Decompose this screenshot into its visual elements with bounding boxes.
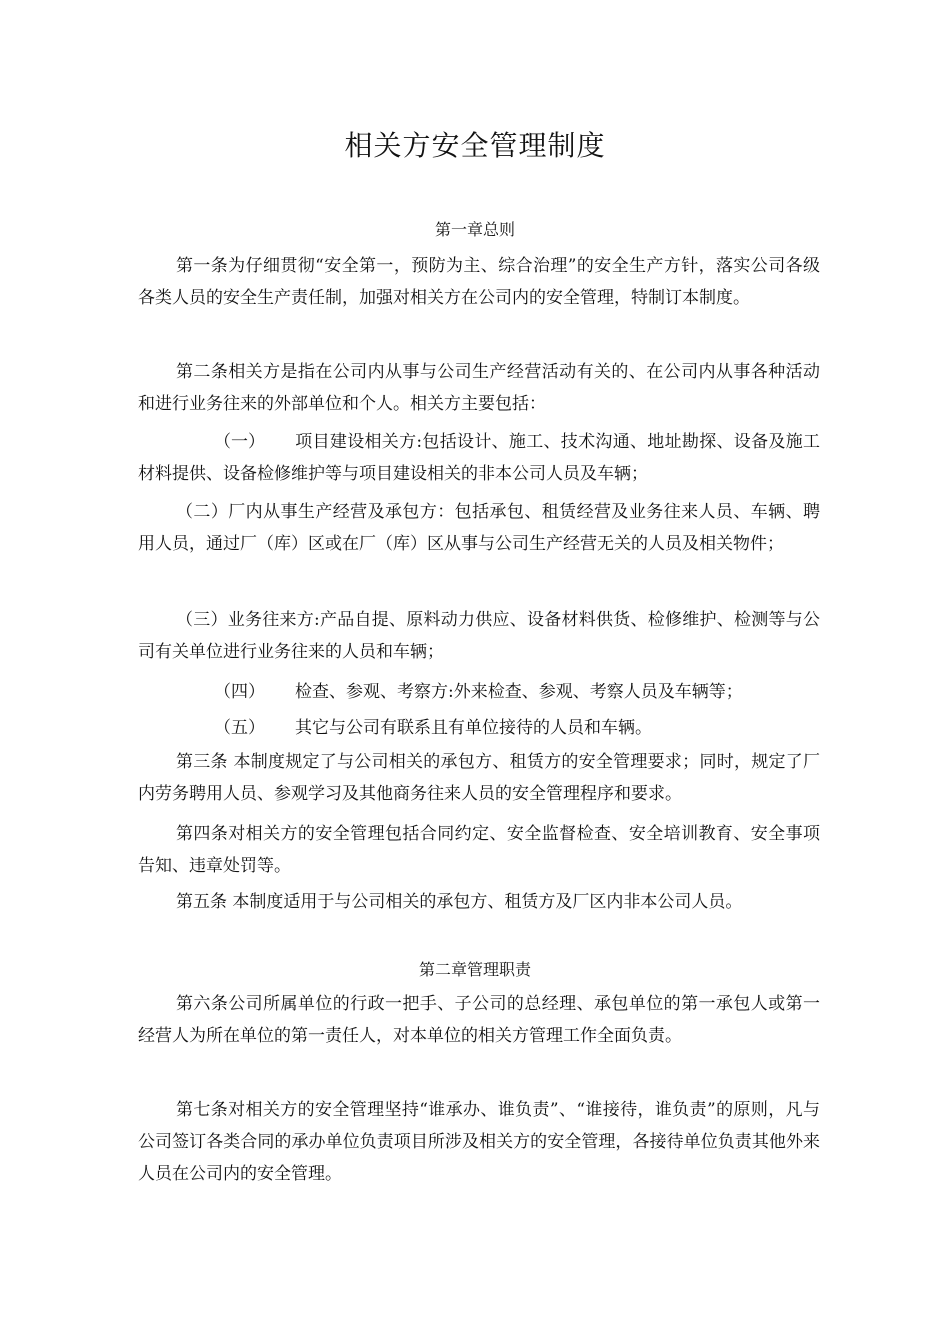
article-5-paragraph: 第五条 本制度适用于与公司相关的承包方、租赁方及厂区内非本公司人员。 [176, 892, 743, 912]
list-item-4 [138, 676, 820, 708]
list-item-5-number: （五） [214, 718, 265, 738]
list-item-5-text: 其它与公司有联系且有单位接待的人员和车辆。 [295, 718, 652, 738]
article-2-paragraph: 第二条相关方是指在公司内从事与公司生产经营活动有关的、在公司内从事各种活动和进行业务往来的外部单位和个人。相关方主要包括： [138, 362, 820, 414]
article-6-paragraph: 第六条公司所属单位的行政一把手、子公司的总经理、承包单位的第一承包人或第一经营人为所在单位的第一责任人，对本单位的相关方管理工作全面负责。 [138, 994, 820, 1046]
document-title: 相关方安全管理制度 [344, 129, 606, 162]
chapter-2-heading: 第二章管理职责 [418, 960, 531, 979]
list-item-1 [138, 426, 820, 490]
article-1-paragraph: 第一条为仔细贯彻“安全第一，预防为主、综合治理”的安全生产方针，落实公司各级各类人员的安全生产责任制，加强对相关方在公司内的安全管理，特制订本制度。 [138, 256, 820, 308]
list-item-1-text: 项目建设相关方:包括设计、施工、技术沟通、地址勘探、设备及施工材料提供、设备检修维护等与项目建设相关的非本公司人员及车辆； [138, 432, 820, 484]
list-item-5 [138, 712, 820, 744]
list-item-3: （三）业务往来方:产品自提、原料动力供应、设备材料供货、检修维护、检测等与公司有关单位进行业务往来的人员和车辆； [138, 610, 820, 662]
article-4-paragraph: 第四条对相关方的安全管理包括合同约定、安全监督检查、安全培训教育、安全事项告知、违章处罚等。 [138, 824, 820, 876]
chapter-1-heading: 第一章总则 [434, 220, 515, 239]
article-7-paragraph: 第七条对相关方的安全管理坚持“谁承办、谁负责”、“谁接待，谁负责”的原则，凡与公司签订各类合同的承办单位负责项目所涉及相关方的安全管理，各接待单位负责其他外来人员在公司内的安全管理。 [138, 1100, 820, 1184]
list-item-4-number: （四） [214, 682, 265, 702]
list-item-1-number: （一） [214, 432, 265, 452]
article-3-paragraph: 第三条 本制度规定了与公司相关的承包方、租赁方的安全管理要求；同时，规定了厂内劳务聘用人员、参观学习及其他商务往来人员的安全管理程序和要求。 [138, 752, 820, 804]
list-item-2: （二）厂内从事生产经营及承包方：包括承包、租赁经营及业务往来人员、车辆、聘用人员，通过厂（库）区或在厂（库）区从事与公司生产经营无关的人员及相关物件； [138, 502, 820, 554]
list-item-4-text: 检查、参观、考察方:外来检查、参观、考察人员及车辆等； [295, 682, 743, 702]
